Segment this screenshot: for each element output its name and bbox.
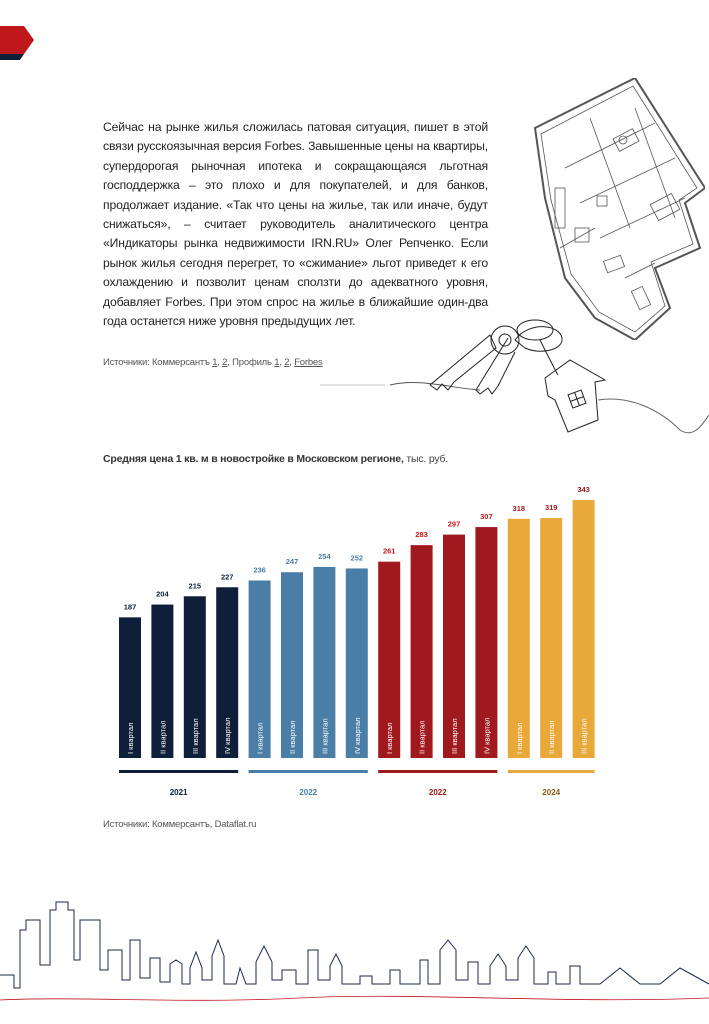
bar-value-label: 252 xyxy=(350,553,364,563)
bar-category-label: II квартал xyxy=(158,720,168,754)
profil-link-1[interactable]: 1 xyxy=(274,357,280,368)
chart-title-unit: тыс. руб. xyxy=(403,453,449,465)
bar xyxy=(508,519,530,758)
bar-value-label: 319 xyxy=(544,503,558,513)
bar-value-label: 236 xyxy=(253,565,266,575)
price-bar-chart xyxy=(100,470,609,810)
year-group-line xyxy=(378,770,497,773)
bar-value-label: 343 xyxy=(577,485,590,494)
sources-mid: , Профиль xyxy=(227,357,275,368)
sources-prefix: Источники: Коммерсантъ xyxy=(103,357,213,368)
article-paragraph: Сейчас на рынке жилья сложилась патовая ситуация, пишет в этой связи русскоязычная версия Forbes. Завышенные цены на квартиры, супердорогая рыночная ипотека и сокращающаяся льготная господдержка – это плохо и для покупателей, и для банков, продолжает издание. «Так что цены на жилье, так или иначе, будут снижаться», – считает руководитель аналитического центра «Индикаторы рынка недвижимости IRN.RU» Олег Репченко. Если рынок жилья сегодня перегрет, то «сжимание» льгот приведет к его охлаждению и позволит ценам сползти до адекватного уровня, добавляет Forbes. При этом спрос на жилье в ближайшие один-два года останется ниже уровня предыдущих лет. xyxy=(103,120,488,329)
chart-title-bold: Средняя цена 1 кв. м в новостройке в Московском регионе, xyxy=(103,453,404,465)
sources-line xyxy=(103,357,323,368)
bar-category-label: IV квартал xyxy=(352,717,362,754)
year-group-label: 2021 xyxy=(169,788,188,797)
year-group-line xyxy=(249,770,368,773)
year-group-label: 2022 xyxy=(299,788,318,797)
chart-source: Источники: Коммерсантъ, Dataflat.ru xyxy=(103,819,257,830)
year-group-line xyxy=(119,770,238,773)
bar-category-label: III квартал xyxy=(320,718,330,754)
profil-link-2[interactable]: 2 xyxy=(284,357,290,368)
bar-value-label: 297 xyxy=(447,519,461,529)
kommersant-link-2[interactable]: 2 xyxy=(222,357,228,368)
bar-value-label: 307 xyxy=(480,512,493,522)
bar-value-label: 261 xyxy=(382,546,396,556)
kommersant-link-1[interactable]: 1 xyxy=(212,357,218,368)
bar-value-label: 215 xyxy=(188,581,202,591)
bar-category-label: II квартал xyxy=(547,720,557,754)
bar-value-label: 204 xyxy=(156,589,169,599)
corner-tab-icon xyxy=(0,26,34,62)
bar-category-label: I квартал xyxy=(514,722,524,754)
keys-illustration xyxy=(300,300,709,440)
sources-sep: , xyxy=(279,357,285,368)
chart-title xyxy=(103,453,448,465)
bar-value-label: 283 xyxy=(415,530,428,540)
bar-category-label: III квартал xyxy=(579,718,589,754)
bar-category-label: II квартал xyxy=(288,720,297,754)
moscow-skyline-illustration xyxy=(0,880,709,1024)
bar-value-label: 254 xyxy=(318,551,331,561)
year-group-label: 2024 xyxy=(542,788,561,797)
bar-value-label: 318 xyxy=(512,503,526,513)
sources-sep: , xyxy=(289,357,295,368)
bar-category-label: I квартал xyxy=(385,722,395,754)
year-group-label: 2022 xyxy=(428,788,447,797)
bar-value-label: 187 xyxy=(123,602,137,612)
bar-category-label: I квартал xyxy=(255,722,265,754)
forbes-link[interactable]: Forbes xyxy=(294,357,323,368)
bar-category-label: IV квартал xyxy=(223,717,233,754)
bar-category-label: I квартал xyxy=(126,722,135,754)
bar-value-label: 247 xyxy=(285,557,299,567)
bar-category-label: III квартал xyxy=(450,718,459,754)
bar-category-label: II квартал xyxy=(417,720,427,754)
bar-category-label: IV квартал xyxy=(482,717,492,754)
sources-sep: , xyxy=(217,357,223,368)
bar-value-label: 227 xyxy=(220,572,234,582)
year-group-line xyxy=(508,770,595,773)
bar-category-label: III квартал xyxy=(190,718,200,754)
